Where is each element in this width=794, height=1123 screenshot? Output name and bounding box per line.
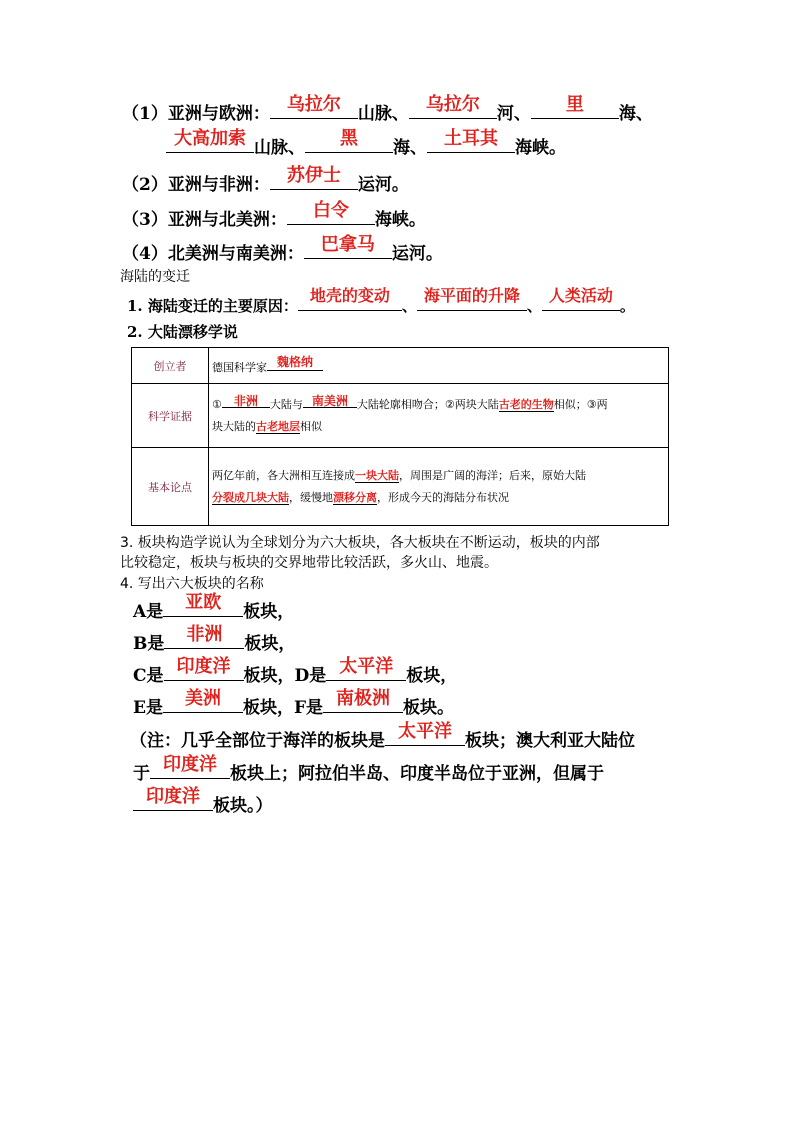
question-2: 2. 大陆漂移学说	[127, 323, 238, 341]
answer-blank: 苏伊士	[270, 171, 358, 190]
answer-blank: 南美洲	[303, 393, 357, 408]
table-row	[132, 384, 669, 448]
note-line-3: 印度洋 板块。）	[133, 792, 273, 815]
answer-blank: 白令	[287, 206, 375, 225]
row-header-founder: 创立者	[132, 348, 209, 384]
answer-blank: 乌拉尔	[270, 100, 358, 119]
plate-a: A是 亚欧 板块，	[133, 592, 295, 622]
plate-b: B是 非洲 板块，	[133, 624, 296, 654]
answer-blank: 印度洋	[133, 792, 213, 811]
answer-blank: 印度洋	[150, 760, 230, 779]
answer-blank: 巴拿马	[304, 240, 392, 259]
item-4: （4）北美洲与南美洲： 巴拿马 运河。	[122, 234, 443, 264]
answer-blank: 大高加索	[166, 134, 254, 153]
item-1-line-1: （1）亚洲与欧洲： 乌拉尔 山脉、 乌拉尔 河、 里 海、	[122, 94, 653, 124]
plate-e-f: E是 美洲 板块，F是 南极洲 板块。	[133, 688, 455, 718]
answer-blank: 太平洋	[326, 662, 406, 681]
table-row	[132, 348, 669, 384]
note-line-1: （注：几乎全部位于海洋的板块是 太平洋 板块；澳大利亚大陆位	[130, 721, 635, 751]
answer-underline: 一块大陆	[355, 468, 399, 482]
section-heading: 海陆的变迁	[120, 269, 190, 285]
answer-blank: 亚欧	[163, 598, 243, 617]
question-1: 1. 海陆变迁的主要原因： 地壳的变动 、 海平面的升降 、 人类活动 。	[127, 286, 635, 315]
main-points-cell: 两亿年前，各大洲相互连接成一块大陆，周围是广阔的海洋；后来，原始大陆 分裂成几块大陆，缓慢地漂移分离，形成今天的海陆分布状况	[209, 448, 669, 526]
question-3-line-1: 3. 板块构造学说认为全球划分为六大板块，各大板块在不断运动，板块的内部	[120, 535, 600, 551]
evidence-cell: ① 非洲 大陆与 南美洲 大陆轮廓相吻合；②两块大陆古老的生物相似；③两 块大陆的古老地层相似	[209, 384, 669, 448]
item-2: （2）亚洲与非洲： 苏伊士 运河。	[122, 165, 409, 195]
answer-blank: 美洲	[163, 694, 243, 713]
answer-blank: 太平洋	[385, 727, 465, 746]
answer-blank: 南极洲	[323, 694, 403, 713]
answer-underline: 漂移分离	[333, 490, 377, 504]
table-row	[132, 448, 669, 526]
item-3: （3）亚洲与北美洲： 白令 海峡。	[122, 200, 426, 230]
answer-blank: 地壳的变动	[298, 292, 402, 311]
question-3-line-2: 比较稳定，板块与板块的交界地带比较活跃，多火山、地震。	[120, 555, 498, 571]
continental-drift-table	[131, 347, 669, 526]
note-line-2: 于 印度洋 板块上；阿拉伯半岛、印度半岛位于亚洲，但属于	[133, 754, 604, 784]
answer-blank: 非洲	[222, 393, 270, 408]
answer-underline: 分裂成几块大陆	[212, 490, 289, 504]
answer-underline: 古老的生物	[498, 398, 554, 411]
row-header-main-points: 基本论点	[132, 448, 209, 526]
item-1-line-2: 大高加索 山脉、 黑 海、 土耳其 海峡。	[166, 134, 566, 157]
answer-blank: 印度洋	[164, 662, 244, 681]
answer-blank: 人类活动	[542, 292, 620, 311]
answer-blank: 乌拉尔	[409, 100, 497, 119]
founder-cell: 德国科学家 魏格纳	[209, 348, 669, 384]
question-4: 4. 写出六大板块的名称	[120, 576, 264, 592]
answer-blank: 非洲	[164, 630, 244, 649]
answer-blank: 土耳其	[427, 134, 515, 153]
answer-blank: 海平面的升降	[417, 292, 527, 311]
answer-blank: 里	[531, 100, 619, 119]
row-header-evidence: 科学证据	[132, 384, 209, 448]
answer-underline: 古老地层	[256, 420, 300, 433]
plate-c-d: C是 印度洋 板块，D是 太平洋 板块，	[133, 656, 458, 686]
answer-blank: 魏格纳	[267, 356, 323, 371]
answer-blank: 黑	[305, 134, 393, 153]
